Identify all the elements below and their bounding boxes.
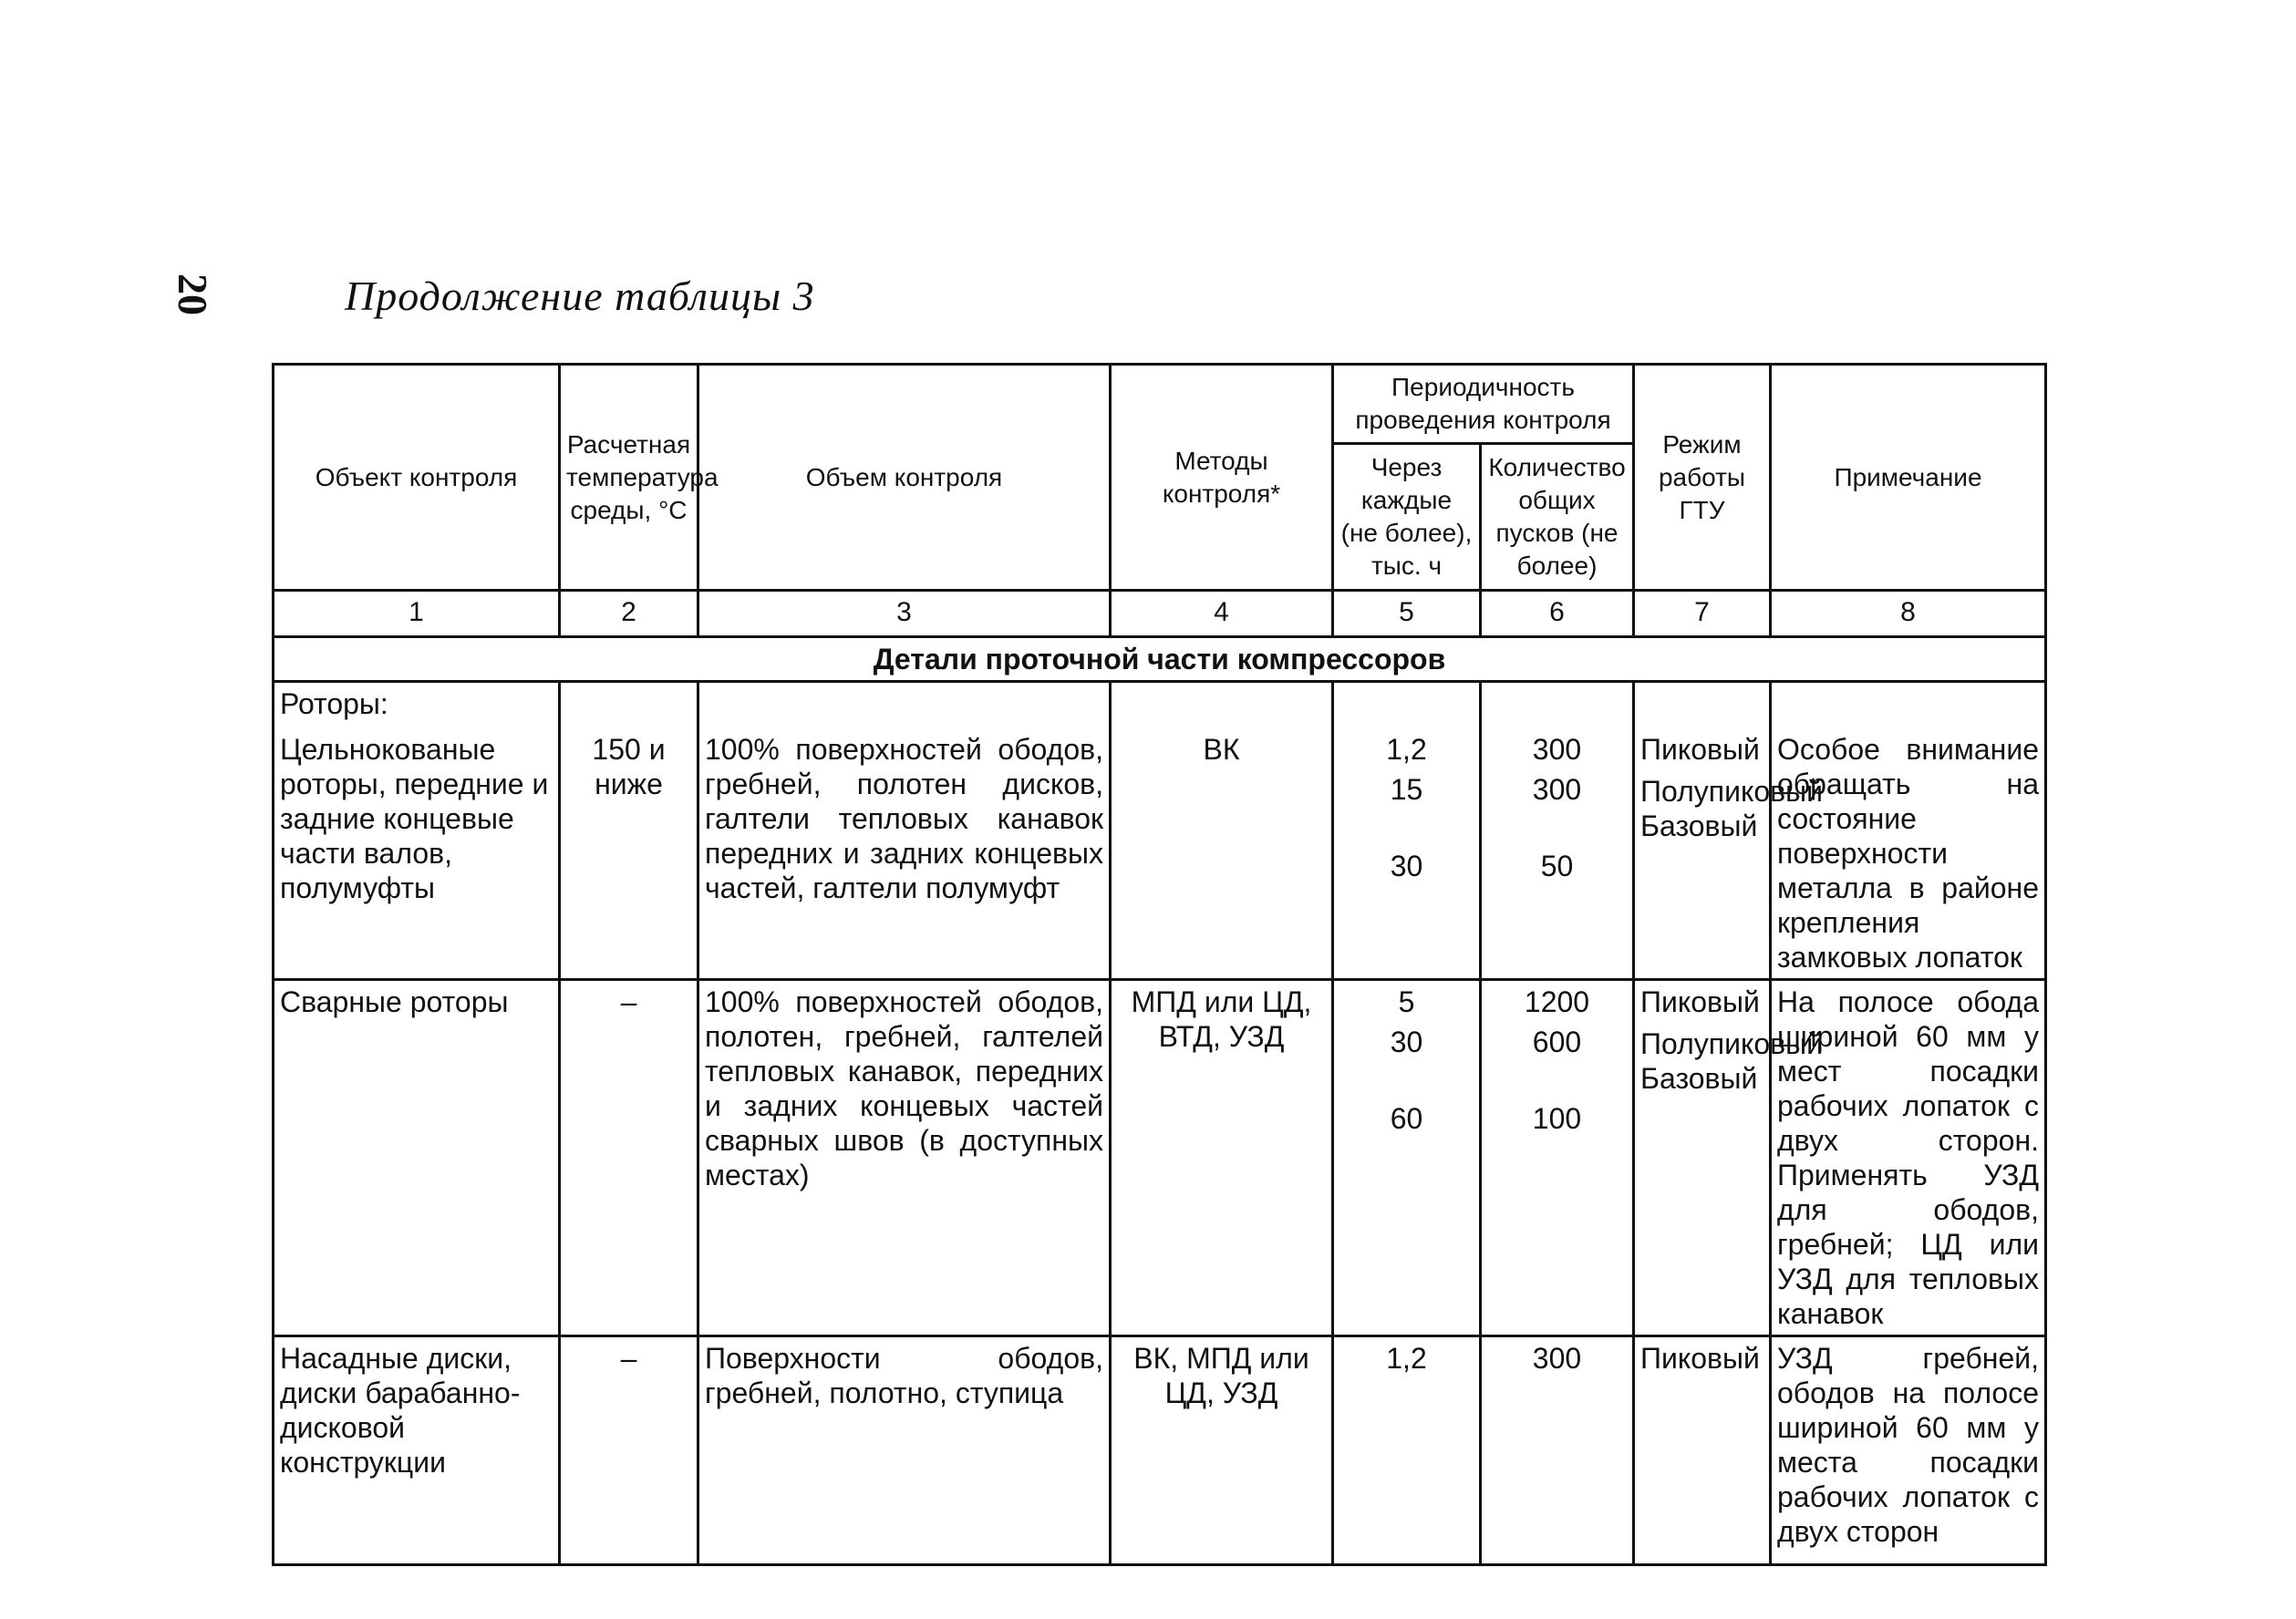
mode-value: Базовый bbox=[1640, 1062, 1758, 1095]
interval-value: 5 bbox=[1398, 985, 1415, 1018]
column-number: 4 bbox=[1111, 591, 1333, 637]
column-numbers-row bbox=[274, 591, 2046, 637]
mode-cell bbox=[1634, 682, 1823, 980]
column-number: 7 bbox=[1634, 591, 1771, 637]
temperature-cell: – bbox=[560, 980, 698, 1336]
interval-value: 30 bbox=[1390, 1026, 1423, 1058]
header-periodicity: Периодичность проведения контроля bbox=[1333, 365, 1634, 444]
header-mode: Режим работы ГТУ bbox=[1634, 365, 1771, 591]
table-row bbox=[274, 1336, 2046, 1565]
starts-value: 1200 bbox=[1524, 985, 1590, 1018]
header-temperature: Расчетная температура среды, °С bbox=[560, 365, 698, 591]
interval-value: 60 bbox=[1390, 1102, 1423, 1135]
column-number: 3 bbox=[698, 591, 1111, 637]
page-number: 20 bbox=[170, 273, 216, 315]
starts-value: 50 bbox=[1540, 850, 1574, 882]
interval-value: 30 bbox=[1390, 850, 1423, 882]
scope-cell: Поверхности ободов, гребней, полотно, ступица bbox=[698, 1336, 1111, 1565]
methods-cell: ВК bbox=[1111, 682, 1333, 980]
mode-value: Базовый bbox=[1640, 810, 1758, 842]
interval-value: 15 bbox=[1390, 773, 1423, 806]
starts-cell bbox=[1481, 980, 1634, 1336]
interval-cell: 1,2 bbox=[1333, 1336, 1481, 1565]
interval-value: 1,2 bbox=[1386, 733, 1427, 766]
mode-value: Пиковый bbox=[1640, 985, 1760, 1018]
temperature-cell: 150 и ниже bbox=[560, 682, 698, 980]
column-number: 1 bbox=[274, 591, 560, 637]
temperature-cell: – bbox=[560, 1336, 698, 1565]
column-number: 8 bbox=[1771, 591, 2046, 637]
mode-value: Полупиковый bbox=[1640, 775, 1823, 808]
table-row bbox=[274, 682, 2046, 980]
methods-cell: ВК, МПД или ЦД, УЗД bbox=[1111, 1336, 1333, 1565]
starts-cell: 300 bbox=[1481, 1336, 1634, 1565]
interval-cell bbox=[1333, 980, 1481, 1336]
note-cell: УЗД гребней, ободов на полосе шириной 60 мм у места посадки рабочих лопаток с двух сторон bbox=[1771, 1336, 2046, 1565]
column-number: 2 bbox=[560, 591, 698, 637]
column-number: 6 bbox=[1481, 591, 1634, 637]
scope-cell: 100% поверхностей ободов, гребней, полотен дисков, галтели тепловых канавок передних и задних концевых частей, галтели полумуфт bbox=[698, 682, 1111, 980]
object-cell: Сварные роторы bbox=[274, 980, 560, 1336]
starts-cell bbox=[1481, 682, 1634, 980]
table-caption: Продолжение таблицы 3 bbox=[345, 273, 815, 319]
note-cell: На полосе обода шириной 60 мм у мест посадки рабочих лопаток с двух сторон. Применять УЗД для ободов, гребней; ЦД или УЗД для тепловых канавок bbox=[1771, 980, 2046, 1336]
interval-cell bbox=[1333, 682, 1481, 980]
object-group-label: Роторы: bbox=[280, 687, 388, 720]
header-methods: Методы контроля* bbox=[1111, 365, 1333, 591]
section-title: Детали проточной части компрессоров bbox=[274, 637, 2046, 682]
header-scope: Объем контроля bbox=[698, 365, 1111, 591]
mode-cell bbox=[1634, 980, 1823, 1336]
mode-cell: Пиковый bbox=[1634, 1336, 1771, 1565]
header-note: Примечание bbox=[1771, 365, 2046, 591]
starts-value: 300 bbox=[1532, 733, 1582, 766]
mode-value: Полупиковый bbox=[1640, 1027, 1823, 1060]
mode-value: Пиковый bbox=[1640, 733, 1760, 766]
column-number: 5 bbox=[1333, 591, 1481, 637]
object-cell: Цельнокованые роторы, передние и задние концевые части валов, полумуфты bbox=[280, 733, 549, 904]
header-interval: Через каждые (не более), тыс. ч bbox=[1333, 444, 1481, 591]
methods-cell: МПД или ЦД, ВТД, УЗД bbox=[1111, 980, 1333, 1336]
starts-value: 100 bbox=[1532, 1102, 1582, 1135]
header-starts: Количество общих пусков (не более) bbox=[1481, 444, 1634, 591]
starts-value: 600 bbox=[1532, 1026, 1582, 1058]
scope-cell: 100% поверхностей ободов, полотен, гребней, галтелей тепловых канавок, передних и задних концевых частей сварных швов (в доступных местах) bbox=[698, 980, 1111, 1336]
object-cell: Насадные диски, диски барабанно-дисковой конструкции bbox=[274, 1336, 560, 1565]
table-row bbox=[274, 980, 2046, 1336]
starts-value: 300 bbox=[1532, 773, 1582, 806]
section-row bbox=[274, 637, 2046, 682]
table-header bbox=[274, 365, 2046, 591]
header-object: Объект контроля bbox=[274, 365, 560, 591]
inspection-table bbox=[272, 363, 2047, 1566]
note-cell: Особое внимание обращать на состояние поверхности металла в районе крепления замковых лопаток bbox=[1771, 682, 2046, 980]
